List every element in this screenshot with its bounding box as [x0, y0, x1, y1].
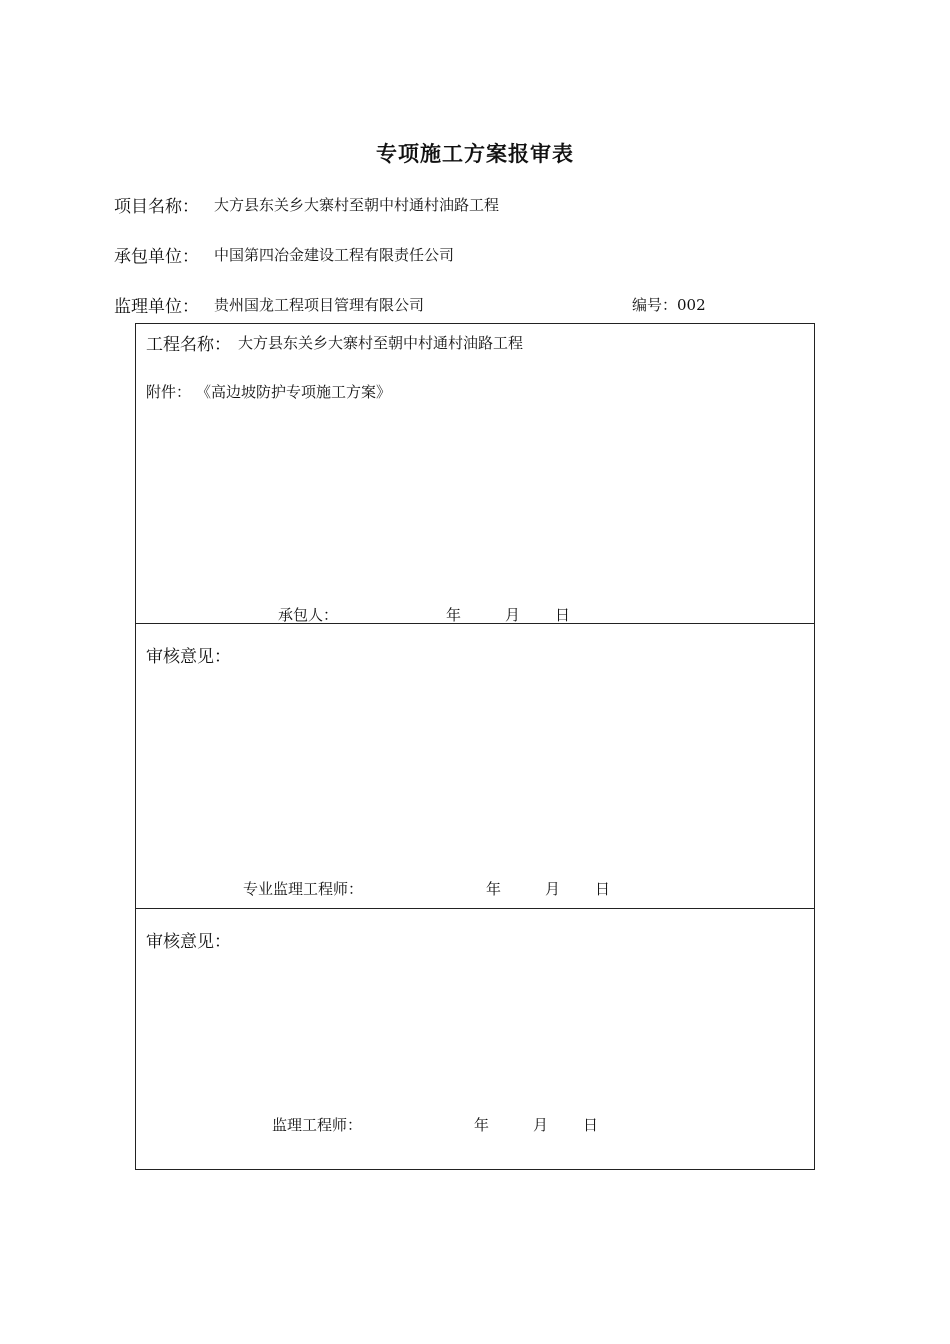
- serial-number: [632, 294, 706, 315]
- date-day: 日: [595, 880, 611, 898]
- date-year: 年: [474, 1116, 490, 1134]
- date-day: 日: [555, 606, 571, 624]
- supervisor-value: 贵州国龙工程项目管理有限公司: [214, 296, 425, 314]
- supervisor-review-section: [136, 909, 814, 1170]
- contractor-label: 承包单位：: [114, 247, 199, 267]
- engineer-signer-label: 监理工程师：: [272, 1116, 363, 1134]
- form-project-label: 工程名称：: [146, 335, 231, 355]
- serial-value: 002: [677, 296, 706, 314]
- attachment-label: 附件：: [146, 383, 192, 401]
- date-month: 月: [505, 606, 521, 624]
- supervisor-label: 监理单位：: [114, 297, 199, 317]
- review-form-table: [135, 323, 815, 1170]
- project-name-label: 项目名称：: [114, 197, 199, 217]
- serial-label: 编号：: [632, 296, 678, 314]
- submission-section: [136, 324, 814, 624]
- review-opinion-label: 审核意见：: [146, 647, 231, 667]
- specialty-review-section: [136, 624, 814, 909]
- attachment-value: 《高边坡防护专项施工方案》: [196, 383, 392, 401]
- contractor-signer-label: 承包人：: [278, 606, 339, 624]
- date-year: 年: [486, 880, 502, 898]
- date-day: 日: [583, 1116, 599, 1134]
- specialty-engineer-signer-label: 专业监理工程师：: [243, 880, 364, 898]
- date-month: 月: [533, 1116, 549, 1134]
- date-year: 年: [446, 606, 462, 624]
- form-project-value: 大方县东关乡大寨村至朝中村通村油路工程: [238, 334, 524, 352]
- review-opinion-label: 审核意见：: [146, 932, 231, 952]
- date-month: 月: [545, 880, 561, 898]
- contractor-value: 中国第四冶金建设工程有限责任公司: [214, 246, 455, 264]
- project-name-value: 大方县东关乡大寨村至朝中村通村油路工程: [214, 196, 500, 214]
- document-title: 专项施工方案报审表: [376, 141, 574, 166]
